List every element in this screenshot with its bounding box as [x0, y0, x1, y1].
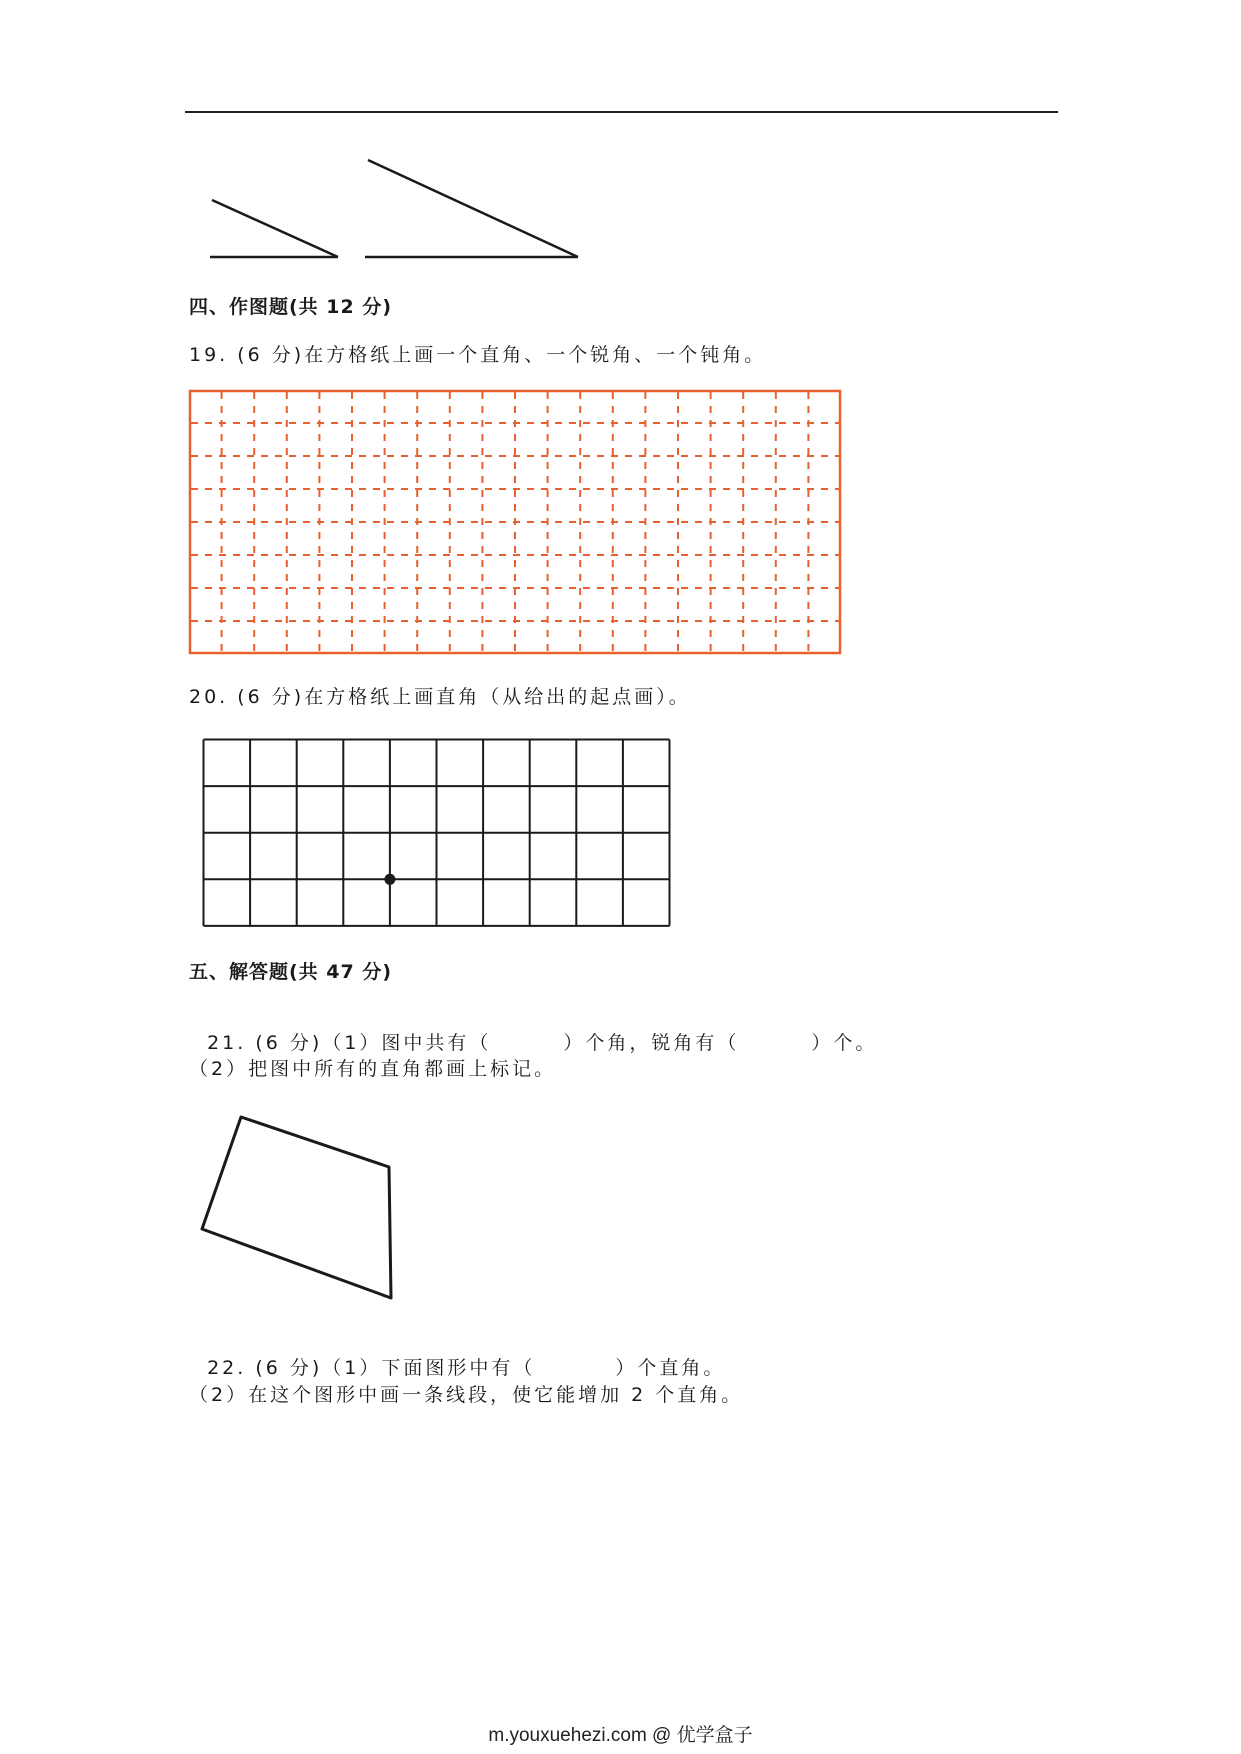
q21-text-c: ）个。 — [811, 1032, 878, 1054]
footer-watermark: m.youxuehezi.com @ 优学盒子 — [488, 1725, 753, 1746]
q21-text-b: ）个角，锐角有（ — [563, 1032, 740, 1054]
question-21-part2: （2）把图中所有的直角都画上标记。 — [189, 1058, 557, 1080]
question-22-part2: （2）在这个图形中画一条线段，使它能增加 2 个直角。 — [189, 1384, 744, 1406]
section4-title: 四、作图题(共 12 分) — [189, 296, 393, 318]
question-19: 19. (6 分)在方格纸上画一个直角、一个锐角、一个钝角。 — [189, 344, 767, 366]
quadrilateral-shape — [202, 1117, 391, 1298]
section5-title: 五、解答题(共 47 分) — [189, 961, 393, 983]
q21-text-a: 21. (6 分)（1）图中共有（ — [207, 1032, 492, 1054]
question-20: 20. (6 分)在方格纸上画直角（从给出的起点画）。 — [189, 686, 691, 708]
q22-text-a: 22. (6 分)（1）下面图形中有（ — [207, 1357, 536, 1379]
question-22-part1 — [189, 1331, 725, 1380]
q22-text-b: ）个直角。 — [615, 1357, 726, 1379]
